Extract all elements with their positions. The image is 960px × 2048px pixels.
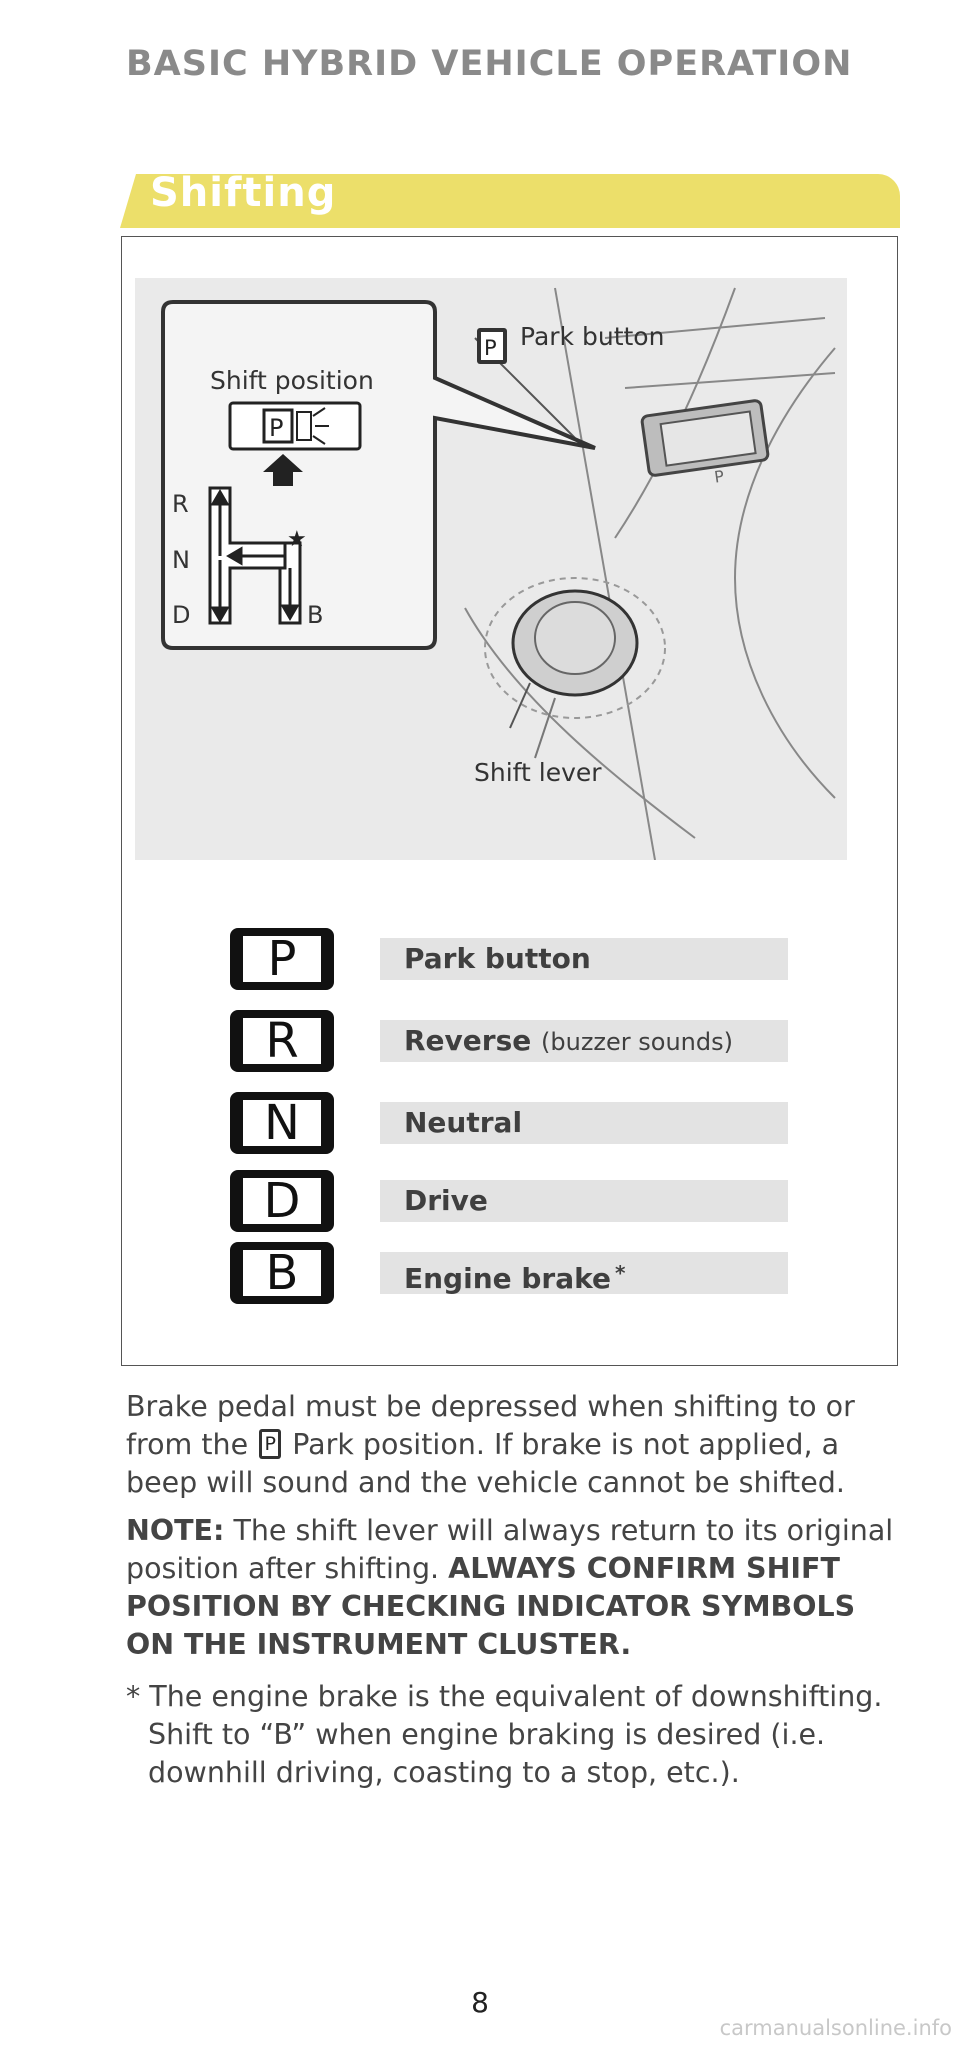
park-button-housing xyxy=(641,400,768,476)
footnote-mark: * xyxy=(614,1261,626,1285)
buzzer-note: (buzzer sounds) xyxy=(541,1028,733,1056)
legend-label-drive: Drive xyxy=(380,1180,788,1222)
label-shift-lever: Shift lever xyxy=(474,758,602,787)
indicator-panel xyxy=(230,403,360,449)
home-star-icon: ★ xyxy=(287,527,307,552)
reverse-symbol-icon: R xyxy=(230,1010,334,1072)
paragraph-footnote: * The engine brake is the equivalent of downshifting. Shift to “B” when engine braking is desired (i.e. downhill driving, coasting to a stop, etc.). xyxy=(126,1680,883,1789)
legend-label-reverse: Reverse (buzzer sounds) xyxy=(380,1020,788,1062)
watermark: carmanualsonline.info xyxy=(719,2016,952,2040)
legend-label-park: Park button xyxy=(380,938,788,980)
shift-lever-knob xyxy=(485,578,665,758)
gate-letter-d: D xyxy=(172,601,191,629)
gate-letter-r: R xyxy=(172,490,189,518)
note-label: NOTE: xyxy=(126,1514,225,1547)
legend-label-engine-brake: Engine brake * xyxy=(380,1252,788,1294)
label-shift-position: Shift position xyxy=(210,366,374,395)
engine-brake-symbol-icon: B xyxy=(230,1242,334,1304)
legend-label-neutral: Neutral xyxy=(380,1102,788,1144)
park-symbol-icon: P xyxy=(230,928,334,990)
housing-indicator-text: P xyxy=(713,466,726,487)
note-text: The shift lever will always return to its original position after shifting. xyxy=(126,1514,894,1585)
park-symbol-icon xyxy=(259,1429,281,1459)
banner-title: Shifting xyxy=(150,170,337,216)
paragraph-brake-pedal: Brake pedal must be depressed when shifting to or from the P Park position. If brake is not applied, a beep will sound and the vehicle cannot be shifted. xyxy=(126,1388,906,1502)
shift-lever-leader xyxy=(510,683,530,728)
section-header: BASIC HYBRID VEHICLE OPERATION xyxy=(126,44,853,84)
drive-symbol-icon: D xyxy=(230,1170,334,1232)
park-symbol-letter: P xyxy=(484,336,497,360)
indicator-letter: P xyxy=(269,414,284,442)
label-park-button: Park button xyxy=(520,322,665,351)
gate-letter-b: B xyxy=(307,601,324,629)
paragraph-note xyxy=(126,1512,906,1664)
gate-letter-n: N xyxy=(172,546,190,574)
neutral-symbol-icon: N xyxy=(230,1092,334,1154)
page-number: 8 xyxy=(471,1986,489,2019)
note-emphasis: ALWAYS CONFIRM SHIFT POSITION BY CHECKING INDICATOR SYMBOLS ON THE INSTRUMENT CLUSTER. xyxy=(126,1552,856,1661)
